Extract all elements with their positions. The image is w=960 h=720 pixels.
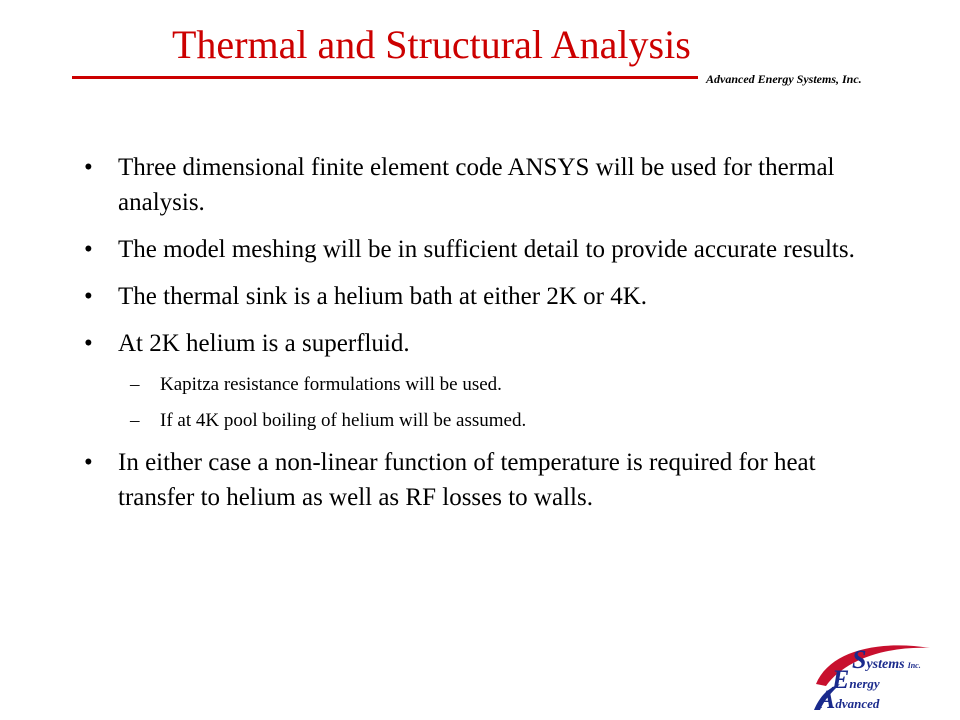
- sub-bullet-item: [0, 409, 860, 433]
- bullet-marker: •: [84, 449, 93, 476]
- bullet-item: [0, 445, 858, 515]
- logo-inc: Inc.: [907, 661, 921, 670]
- title-rule: [72, 76, 698, 79]
- bullet-list: [0, 150, 960, 527]
- bullet-marker: •: [84, 236, 93, 263]
- logo-ystems: ystems: [866, 657, 905, 672]
- bullet-item: [0, 150, 858, 220]
- bullet-item: [0, 326, 858, 361]
- logo-s: S: [852, 645, 867, 674]
- bullet-text: The model meshing will be in sufficient detail to provide accurate results.: [118, 236, 855, 263]
- logo-dvanced: dvanced: [835, 696, 880, 711]
- bullet-item: [0, 279, 858, 314]
- bullet-text: Three dimensional finite element code ANSYS will be used for thermal analysis.: [118, 154, 835, 216]
- company-logo: [810, 638, 952, 714]
- logo-e: E: [832, 665, 850, 694]
- company-name: Advanced Energy Systems, Inc.: [706, 72, 862, 86]
- logo-a: A: [818, 685, 836, 714]
- sub-bullet-item: [0, 373, 860, 397]
- bullet-text: In either case a non-linear function of temperature is required for heat transfer to helium as well as RF losses to walls.: [118, 449, 816, 511]
- bullet-text: At 2K helium is a superfluid.: [118, 330, 410, 357]
- sub-bullet-marker: –: [130, 410, 140, 431]
- sub-bullet-marker: –: [130, 374, 140, 395]
- slide-title: Thermal and Structural Analysis: [172, 22, 691, 67]
- logo-nergy: nergy: [849, 676, 880, 691]
- bullet-marker: •: [84, 330, 93, 357]
- bullet-item: [0, 232, 858, 267]
- sub-bullet-text: Kapitza resistance formulations will be used.: [160, 374, 502, 395]
- bullet-text: The thermal sink is a helium bath at either 2K or 4K.: [118, 283, 648, 310]
- bullet-marker: •: [84, 154, 93, 181]
- sub-bullet-text: If at 4K pool boiling of helium will be assumed.: [160, 410, 527, 431]
- bullet-marker: •: [84, 283, 93, 310]
